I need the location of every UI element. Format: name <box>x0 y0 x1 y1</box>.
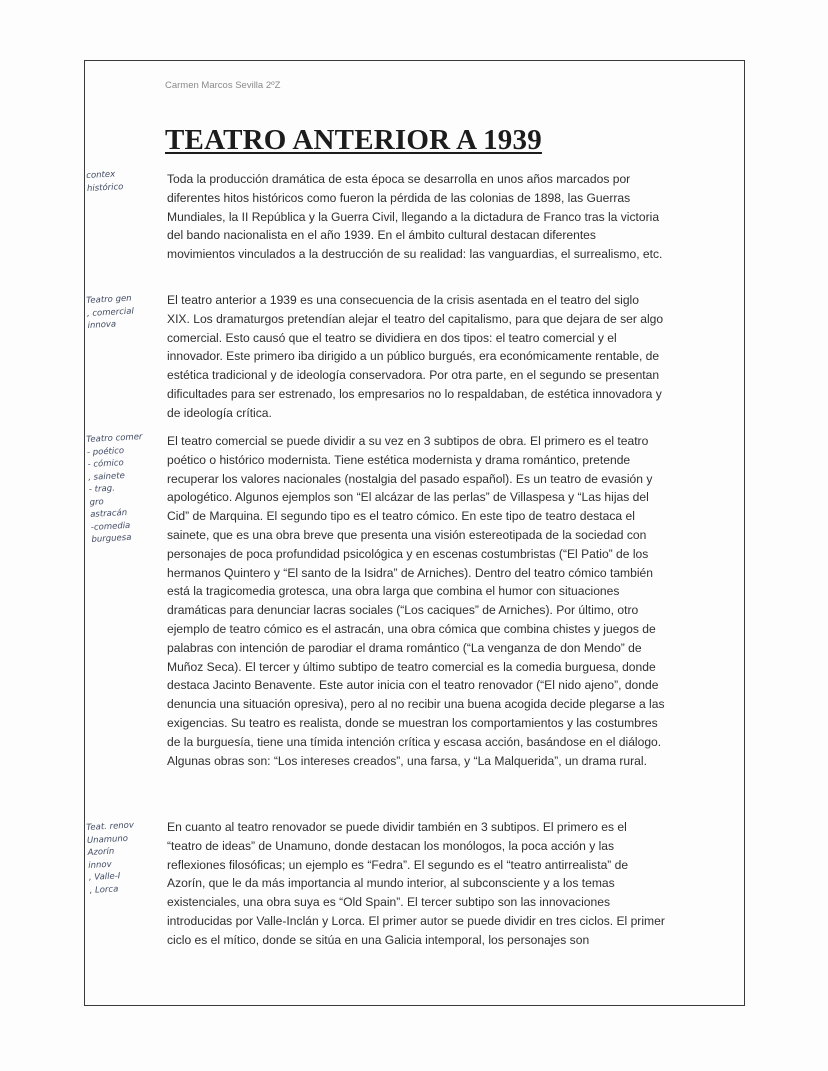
author-header: Carmen Marcos Sevilla 2ºZ <box>165 80 281 91</box>
paragraph-renovador: En cuanto al teatro renovador se puede dividir también en 3 subtipos. El primero es el “teatro de ideas” de Unamuno, donde destacan los monólogos, la poca acción y las reflexiones filosóficas; un ejemplo es “Fedra”. El segundo es el “teatro antirrealista” de Azorín, que le da más importancia al mundo interior, al subconsciente y a los temas existenciales, una obra suya es “Old Spain”. El tercer subtipo son las innovaciones introducidas por Valle-Inclán y Lorca. El primer autor se puede dividir en tres ciclos. El primer ciclo es el mítico, donde se sitúa en una Galicia intemporal, los personajes son <box>167 820 665 947</box>
page-title: TEATRO ANTERIOR A 1939 <box>165 124 542 156</box>
paragraph-context: Toda la producción dramática de esta época se desarrolla en unos años marcados por diferentes hitos históricos como fueron la pérdida de las colonias de 1898, las Guerras Mundiales, la II República y la Guerra Civil, llegando a la dictadura de Franco tras la victoria del bando nacionalista en el año 1939. En el ámbito cultural destacan diferentes movimientos vinculados a la destrucción de su realidad: las vanguardias, el surrealismo, etc. <box>167 172 663 262</box>
paragraph-general: El teatro anterior a 1939 es una consecuencia de la crisis asentada en el teatro del siglo XIX. Los dramaturgos pretendían alejar el teatro del capitalismo, para que dejara de ser algo comercial. Esto causó que el teatro se dividiera en dos tipos: el teatro comercial y el innovador. Este primero iba dirigido a un público burgués, era económicamente rentable, de estética tradicional y de ideología conservadora. Por otra parte, en el segundo se presentan dificultades para ser estrenado, los empresarios no lo respaldaban, de estética innovadora y de ideología crítica. <box>167 293 664 420</box>
margin-note-commercial: Teatro comer - poético - cómico , sainete - trag. gro astracán -comedia burguesa <box>86 432 143 545</box>
paragraph-commercial: El teatro comercial se puede dividir a su vez en 3 subtipos de obra. El primero es el teatro poético o histórico modernista. Tiene estética modernista y drama romántico, pretende recuperar los valores nacionales (nostalgia del pasado español). Es un teatro de evasión y apologético. Algunos ejemplos son “El alcázar de las perlas” de Villaspesa y “Las hijas del Cid” de Marquina. El segundo tipo es el teatro cómico. En este tipo de teatro destaca el sainete, que es una obra breve que presenta una visión estereotipada de la sociedad con personajes de poca profundidad psicológica y en escenas costumbristas (“El Patio” de los hermanos Quintero y “El santo de la Isidra” de Arniches). Dentro del teatro cómico también está la tragicomedia grotesca, una obra larga que combina el humor con situaciones dramáticas para denunciar lacras sociales (“Los caciques” de Arniches). Por último, otro ejemplo de teatro cómico es el astracán, una obra cómica que combina chistes y juegos de palabras con intención de parodiar el drama romántico (“La venganza de don Mendo” de Muñoz Seca). El tercer y último subtipo de teatro comercial es la comedia burguesa, donde destaca Jacinto Benavente. Este autor inicia con el teatro renovador (“El nido ajeno”, donde denuncia una situación opresiva), pero al no recibir una buena acogida decide plegarse a las exigencias. Su teatro es realista, donde se muestran los comportamientos y las costumbres de la burguesía, tiene una tímida intención crítica y escasa acción, basándose en el diálogo. Algunas obras son: “Los intereses creados”, una farsa, y “La Malquerida”, un drama rural. <box>167 434 665 768</box>
margin-note-renovador: Teat. renov Unamuno Azorín innov , Valle-I , Lorca <box>86 820 135 896</box>
margin-note-general: Teatro gen , comercial innova <box>86 293 135 331</box>
margin-note-context: contex histórico <box>86 169 124 194</box>
